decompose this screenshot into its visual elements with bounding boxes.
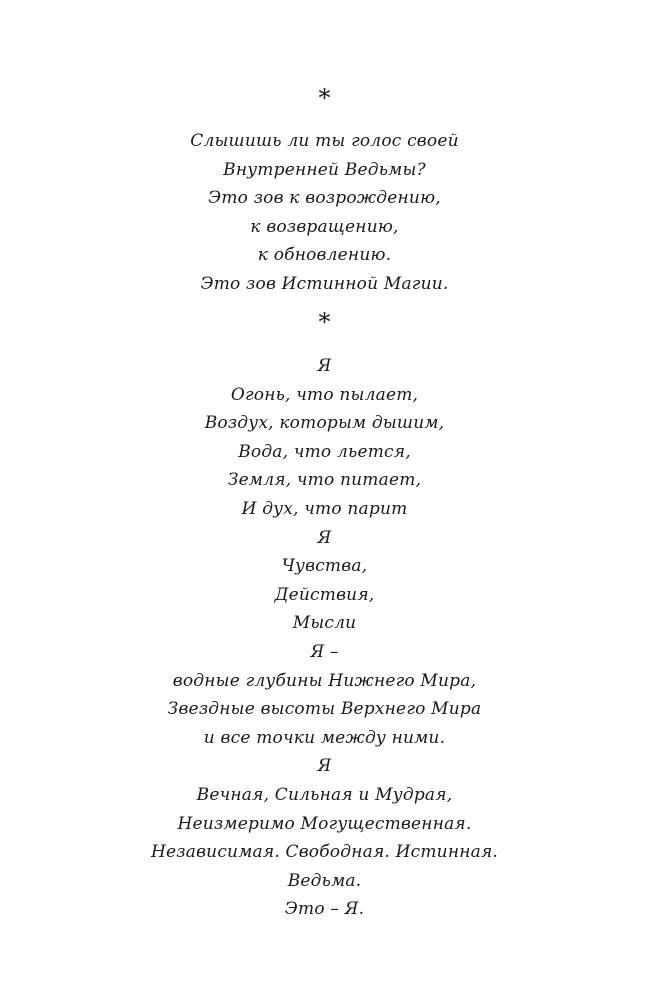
poem-line: Независимая. Свободная. Истинная. — [150, 842, 499, 863]
poem-line: Неизмеримо Могущественная. — [177, 813, 472, 834]
poem-line: Я — [317, 356, 332, 376]
poem-line: Это зов к возрождению, — [208, 188, 441, 209]
poem-line: к обновлению. — [257, 245, 392, 266]
poem-line: Я — [317, 756, 332, 777]
poem-line: Это зов Истинной Магии. — [200, 273, 449, 294]
poem-line: Воздух, которым дышим, — [204, 413, 445, 434]
poem-line: Это – Я. — [284, 899, 365, 920]
poem-line: Мысли — [292, 613, 357, 634]
poem-line: Чувства, — [281, 556, 368, 577]
poem-line: Земля, что питает, — [227, 470, 422, 491]
poem-line: Я — [317, 527, 332, 548]
separator-asterisk: * — [318, 308, 331, 336]
poem-line: водные глубины Нижнего Мира, — [172, 670, 477, 691]
poem-line: Слышишь ли ты голос своей — [190, 131, 459, 151]
poem-stanza-affirmation — [0, 352, 649, 924]
poem-line: Звездные высоты Верхнего Мира — [167, 699, 482, 720]
poem-line: Действия, — [274, 584, 375, 605]
poem-line: Вода, что льется, — [238, 441, 411, 462]
poem-line: И дух, что парит — [241, 498, 408, 519]
poem-line: Внутренней Ведьмы? — [223, 159, 426, 180]
poem-line: Ведьма. — [287, 870, 362, 891]
separator-asterisk: * — [318, 84, 331, 112]
poem-line: Я – — [310, 641, 339, 662]
poem-line: Вечная, Сильная и Мудрая, — [196, 784, 453, 805]
poem-stanza-intro — [0, 127, 649, 299]
poem-line: Огонь, что пылает, — [230, 384, 419, 405]
poem-line: и все точки между ними. — [203, 727, 446, 748]
poem-line: к возвращению, — [250, 216, 399, 237]
